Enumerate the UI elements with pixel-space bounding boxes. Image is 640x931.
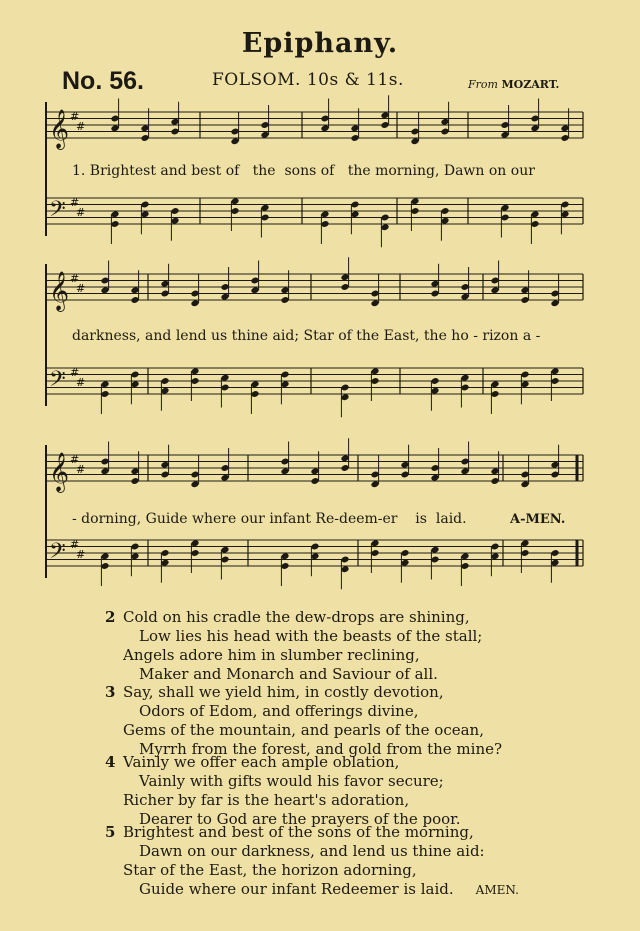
verse-2-line-3 — [123, 646, 420, 664]
sharp-icon: # — [76, 206, 86, 219]
verse-text: Myrrh from the forest, and gold from the mine? — [139, 740, 503, 758]
verse-text: Dearer to God are the prayers of the poor. — [139, 810, 461, 828]
sharp-icon: # — [76, 463, 86, 476]
verse-2-line-2 — [139, 627, 482, 645]
section-heading: Epiphany. — [241, 28, 399, 59]
verse-text: Vainly with gifts would his favor secure; — [139, 772, 444, 790]
treble-clef-icon: 𝄞 — [49, 452, 70, 492]
attribution-composer: MOZART. — [501, 78, 560, 91]
verse-5-line-3 — [123, 861, 417, 879]
tune-name-meter: FOLSOM. 10s & 11s. — [212, 70, 404, 90]
verse-number: 2 — [105, 608, 116, 626]
verse-4-line-2 — [139, 772, 444, 790]
verse-text: Dawn on our darkness, and lend us thine aid: — [139, 842, 485, 860]
verse-text: Odors of Edom, and offerings divine, — [139, 702, 419, 720]
sharp-icon: # — [70, 366, 80, 379]
verse-5-line-2 — [139, 842, 485, 860]
verse-2-line-4 — [139, 665, 438, 683]
sharp-icon: # — [70, 538, 80, 551]
verse-text: Say, shall we yield him, in costly devotion, — [123, 683, 444, 701]
verse-text: Low lies his head with the beasts of the stall; — [139, 627, 483, 645]
lyrics-system-1: 1. Brightest and best of the sons of the morning, Dawn on our — [72, 163, 535, 179]
verse-2-line-1 — [105, 608, 470, 626]
amen-label: A-MEN. — [510, 512, 566, 527]
sharp-icon: # — [76, 282, 86, 295]
verse-amen: AMEN. — [475, 883, 519, 897]
verse-3-line-2 — [139, 702, 418, 720]
verse-number: 3 — [105, 683, 116, 701]
hymn-number: No. 56. — [62, 67, 144, 95]
sharp-icon: # — [70, 453, 80, 466]
bass-clef-icon: 𝄢 — [49, 367, 66, 397]
treble-clef-icon: 𝄞 — [49, 109, 70, 149]
verse-text: Guide where our infant Redeemer is laid. — [139, 880, 454, 898]
bass-clef-icon: 𝄢 — [49, 539, 66, 569]
verse-3-line-3 — [123, 721, 484, 739]
verse-number: 5 — [105, 823, 116, 841]
verse-3-line-1 — [105, 683, 444, 701]
verse-5-line-1 — [105, 823, 474, 841]
sharp-icon: # — [76, 120, 86, 133]
verse-4-line-3 — [123, 791, 409, 809]
verse-text: Gems of the mountain, and pearls of the ocean, — [123, 721, 484, 739]
treble-clef-icon: 𝄞 — [49, 271, 70, 311]
verse-5-line-4 — [139, 880, 519, 898]
bass-clef-icon: 𝄢 — [49, 197, 66, 227]
verse-text: Cold on his cradle the dew-drops are shining, — [123, 608, 470, 626]
attribution-prefix: From — [468, 78, 498, 91]
verse-number: 4 — [105, 753, 116, 771]
verse-text: Vainly we offer each ample oblation, — [123, 753, 400, 771]
verse-4-line-1 — [105, 753, 400, 771]
sharp-icon: # — [70, 272, 80, 285]
verse-text: Brightest and best of the sons of the morning, — [123, 823, 474, 841]
verse-text: Maker and Monarch and Saviour of all. — [139, 665, 438, 683]
verse-text: Star of the East, the horizon adorning, — [123, 861, 417, 879]
lyrics-system-3: - dorning, Guide where our infant Re-deem-er is laid. — [72, 511, 467, 527]
sharp-icon: # — [70, 110, 80, 123]
verse-text: Angels adore him in slumber reclining, — [123, 646, 420, 664]
sharp-icon: # — [76, 376, 86, 389]
verse-text: Richer by far is the heart's adoration, — [123, 791, 410, 809]
sharp-icon: # — [70, 196, 80, 209]
sharp-icon: # — [76, 548, 86, 561]
lyrics-system-2: darkness, and lend us thine aid; Star of the East, the ho - rizon a - — [72, 328, 541, 344]
